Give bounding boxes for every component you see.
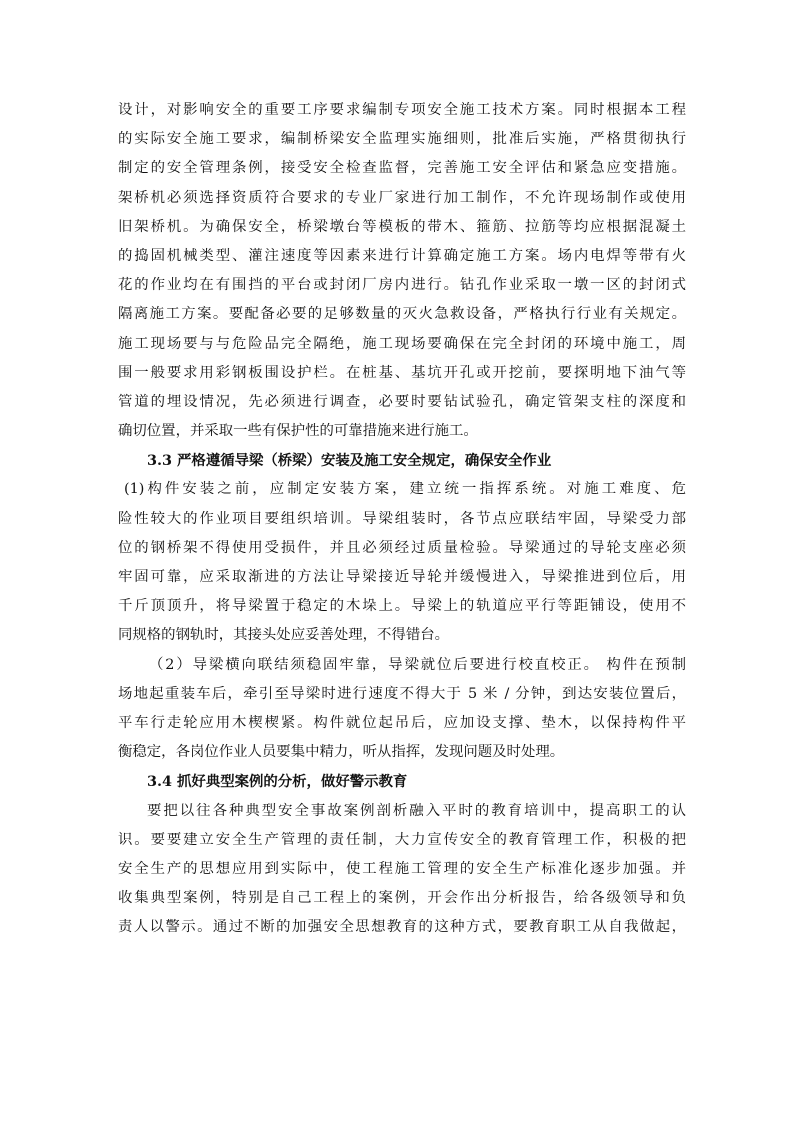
text-line: 要把以往各种典型安全事故案例剖析融入平时的教育培训中，提高职工的认: [147, 802, 686, 819]
text-line: 确切位置，并采取一些有保护性的可靠措施来进行施工。: [118, 423, 478, 440]
text-line: 制定的安全管理条例，接受安全检查监督，完善施工安全评估和紧急应变措施。: [118, 160, 686, 177]
text-line: 平车行走轮应用木楔楔紧。构件就位起吊后，应加设支撑、垫木，以保持构件平: [118, 714, 686, 731]
text-line: (1)构件安装之前，应制定安装方案，建立统一指挥系统。对施工难度、危: [124, 481, 686, 498]
text-line: 千斤顶顶升，将导梁置于稳定的木垛上。导梁上的轨道应平行等距铺设，使用不: [118, 598, 686, 615]
text-line: 围一般要求用彩钢板围设护栏。在桩基、基坑开孔或开挖前，要探明地下油气等: [118, 364, 686, 381]
document-page: [118, 96, 686, 942]
text-line: 旧架桥机。为确保安全，桥梁墩台等模板的带木、箍筋、拉筋等均应根据混凝土: [118, 218, 686, 235]
paragraph-safety-plan: [118, 96, 686, 446]
text-line: 衡稳定，各岗位作业人员要集中精力，听从指挥，发现问题及时处理。: [118, 744, 565, 761]
text-line: 施工现场要与与危险品完全隔绝，施工现场要确保在完全封闭的环境中施工，周: [118, 335, 686, 352]
paragraph-case-education: [118, 797, 686, 943]
text-line: 场地起重装车后，牵引至导梁时进行速度不得大于 5 米 / 分钟，到达安装位置后，: [118, 685, 686, 702]
text-line: 的捣固机械类型、灌注速度等因素来进行计算确定施工方案。场内电焊等带有火: [118, 247, 686, 264]
text-line: 安全生产的思想应用到实际中，使工程施工管理的安全生产标准化逐步加强。并: [118, 860, 686, 877]
text-line: 隔离施工方案。要配备必要的足够数量的灭火急救设备，严格执行行业有关规定。: [118, 306, 686, 323]
paragraph-component-install: [118, 475, 686, 650]
text-line: 收集典型案例，特别是自己工程上的案例，开会作出分析报告，给各级领导和负: [118, 890, 686, 907]
text-line: 识。要要建立安全生产管理的责任制，大力宣传安全的教育管理工作，积极的把: [118, 831, 686, 848]
text-line: （2）导梁横向联结须稳固牢靠，导梁就位后要进行校直校正。 构件在预制: [149, 656, 686, 673]
text-line: 牢固可靠，应采取渐进的方法让导梁接近导轮并缓慢进入，导梁推进到位后，用: [118, 569, 686, 585]
text-line: 架桥机必须选择资质符合要求的专业厂家进行加工制作，不允许现场制作或使用: [118, 189, 686, 206]
text-line: 设计，对影响安全的重要工序要求编制专项安全施工技术方案。同时根据本工程: [118, 102, 686, 118]
text-line: 责人以警示。通过不断的加强安全思想教育的这种方式，要教育职工从自我做起，: [118, 919, 686, 936]
text-line: 管道的埋设情况，先必须进行调查，必要时要钻试验孔，确定管架支柱的深度和: [118, 393, 686, 410]
text-line: 花的作业均在有围挡的平台或封闭厂房内进行。钻孔作业采取一墩一区的封闭式: [118, 277, 686, 294]
text-line: 的实际安全施工要求，编制桥梁安全监理实施细则，批准后实施，严格贯彻执行: [118, 131, 686, 148]
text-line: 同规格的钢轨时，其接头处应妥善处理，不得错台。: [118, 627, 449, 644]
text-line: 险性较大的作业项目要组织培训。导梁组装时，各节点应联结牢固，导梁受力部: [118, 510, 686, 527]
section-heading-3-4: 3.4 抓好典型案例的分析，做好警示教育: [147, 773, 408, 791]
section-heading-3-3: 3.3 严格遵循导梁（桥梁）安装及施工安全规定，确保安全作业: [147, 452, 552, 470]
paragraph-guide-beam: [118, 651, 686, 768]
text-line: 位的钢桥架不得使用受损件，并且必须经过质量检验。导梁通过的导轮支座必须: [118, 539, 686, 556]
